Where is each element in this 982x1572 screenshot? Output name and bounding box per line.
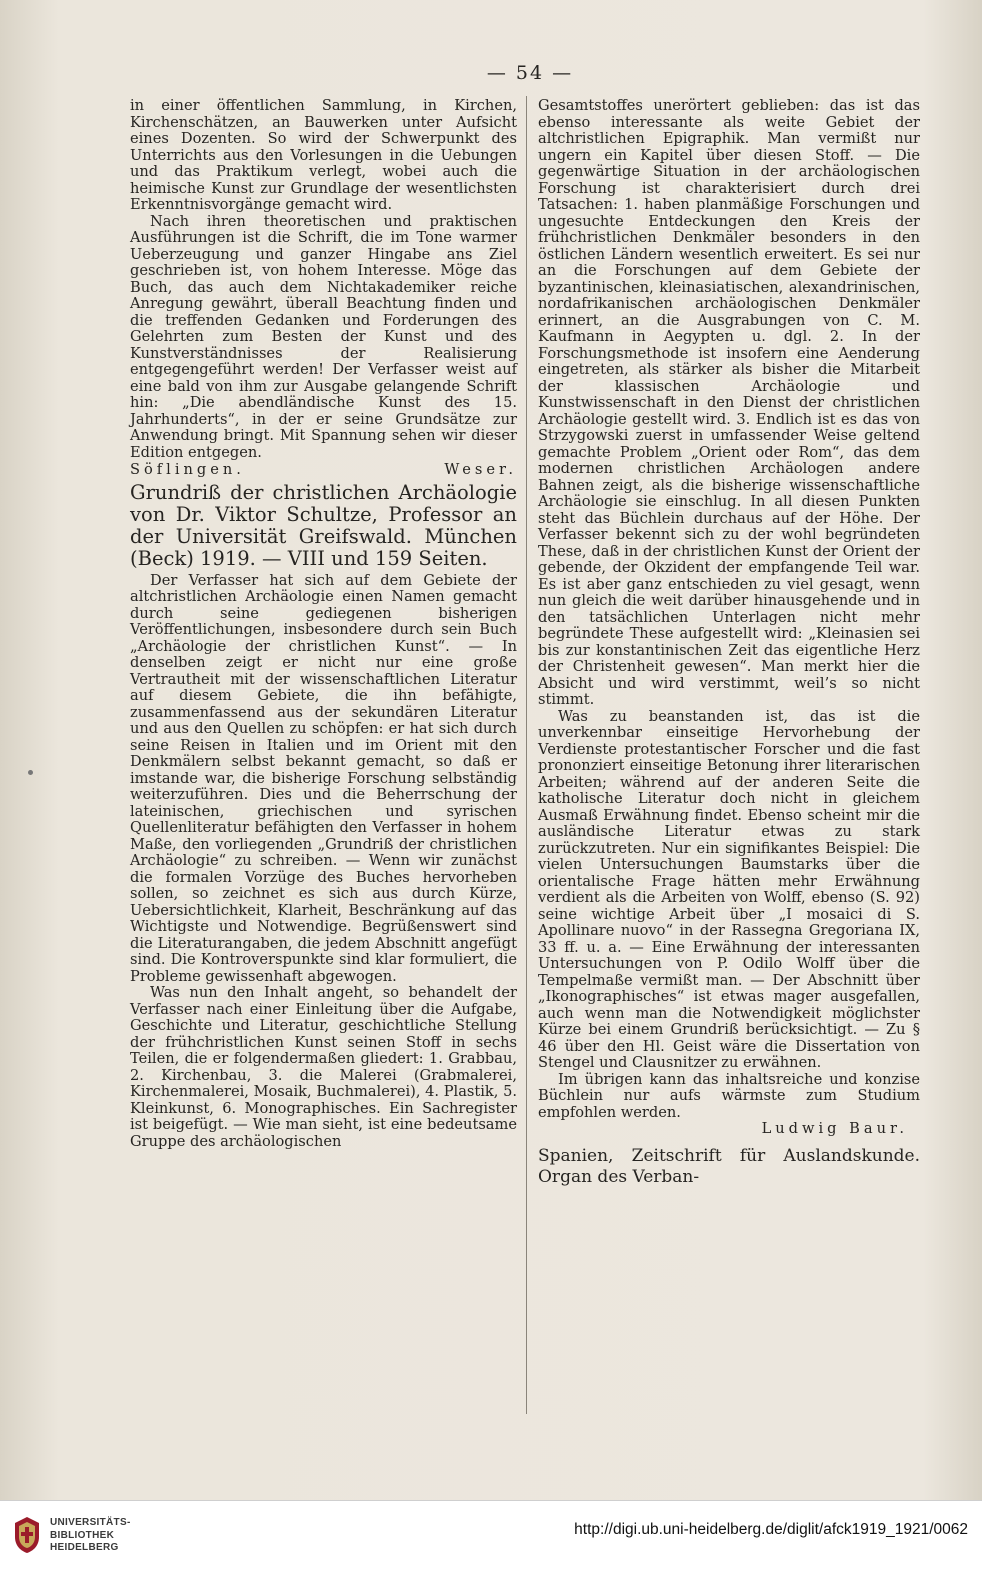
source-url[interactable]: http://digi.ub.uni-heidelberg.de/diglit/afck1919_1921/0062 <box>574 1521 968 1538</box>
signature-name: Weser. <box>444 461 517 478</box>
left-paragraph-3: Der Verfasser hat sich auf dem Gebiete der altchristlichen Archäologie einen Namen gemacht durch seine gediegenen bisherigen Veröffentlichungen, insbesondere durch sein Buch „Archäologie der christlichen Kunst“. — In denselben zeigt er nicht nur eine große Vertrautheit mit der wissenschaftlichen Literatur auf diesem Gebiete, die ihn befähigte, zusammenfassend aus der sekundären Literatur und aus den Quellen zu schöpfen: er hat sich durch seine Reisen in Italien und im Orient mit den Denkmälern selbst bekannt gemacht, so daß er imstande war, die bisherige Forschung selbständig weiterzuführen. Dies und die Beherrschung der lateinischen, griechischen und syrischen Quellenliteratur befähigten den Verfasser in hohem Maße, den vorliegenden „Grundriß der christlichen Archäologie“ zu schreiben. — Wenn wir zunächst die formalen Vorzüge des Buches hervorheben sollen, so zeichnet es sich aus durch Kürze, Uebersichtlichkeit, Klarheit, Beschränkung auf das Wichtigste und Notwendige. Begrüßenswert sind die Literaturangaben, die jedem Abschnitt angefügt sind. Die Kontroverspunkte sind klar formuliert, die Probleme gewissenhaft abgewogen. <box>130 571 517 985</box>
review-heading-grundriss: Grundriß der christlichen Archäologie von Dr. Viktor Schultze, Professor an der Universität Greifswald. München (Beck) 1919. — VIII und 159 Seiten. <box>130 480 517 570</box>
review-signature-baur: Ludwig Baur. <box>761 1120 908 1137</box>
left-paragraph-1: in einer öffentlichen Sammlung, in Kirchen, Kirchenschätzen, an Bauwerken unter Aufsicht eines Dozenten. So wird der Schwerpunkt des Unterrichts aus den Vorlesungen in die Uebungen und das Praktikum verlegt, wobei auch die heimische Kunst zur Grundlage der wesentlichsten Erkenntnisvorgänge gemacht wird. <box>130 97 517 213</box>
column-divider <box>526 96 527 1414</box>
right-paragraph-3: Im übrigen kann das inhaltsreiche und konzise Büchlein nur aufs wärmste zum Studium empfohlen werden. <box>538 1070 920 1121</box>
library-footer <box>0 1500 982 1572</box>
review-signature-weser <box>130 462 517 479</box>
signature-place: Söflingen. <box>130 461 245 478</box>
right-paragraph-2: Was zu beanstanden ist, das ist die unverkennbar einseitige Hervorhebung der Verdienste protestantischer Forscher und die fast prononziert einseitige Betonung ihrer literarischen Arbeiten; während auf der anderen Seite die katholische Literatur doch nicht in gleichem Ausmaß Erwähnung findet. Ebenso scheint mir die ausländische Literatur etwas zu stark zurückzutreten. Nur ein signifikantes Beispiel: Die vielen Untersuchungen Baumstarks über die orientalische Frage hätten mehr Erwähnung verdient als die Arbeiten von Wolff, ebenso (S. 92) seine wichtige Arbeit über „I mosaici di S. Apollinare nuovo“ in der Rassegna Gregoriana IX, 33 ff. u. a. — Eine Erwähnung der interessanten Untersuchungen von P. Odilo Wolff über die Tempelmaße vermißt man. — Der Abschnitt über „Ikonographisches“ ist etwas mager ausgefallen, auch wenn man die Notwendigkeit möglichster Kürze bei einem Grundriß berücksichtigt. — Zu § 46 über den Hl. Geist wäre die Dissertation von Stengel und Clausnitzer zu erwähnen. <box>538 707 920 1071</box>
review-heading-spanien: Spanien, Zeitschrift für Auslandskunde. Organ des Verban- <box>538 1145 920 1187</box>
library-logo-text: UNIVERSITÄTS- BIBLIOTHEK HEIDELBERG <box>50 1517 131 1553</box>
page-number: — 54 — <box>486 62 574 84</box>
left-paragraph-2: Nach ihren theoretischen und praktischen Ausführungen ist die Schrift, die im Tone warmer Ueberzeugung und ganzer Hingabe ans Ziel geschrieben ist, von hohem Interesse. Möge das Buch, das auch dem Nichtakademiker reiche Anregung gewährt, überall Beachtung finden und die treffenden Gedanken und Forderungen des Gelehrten zum Besten der Kunst und des Kunstverständnisses der Realisierung entgegengeführt werden! Der Verfasser weist auf eine bald von ihm zur Ausgabe gelangende Schrift hin: „Die abendländische Kunst des 15. Jahrhunderts“, in der er seine Grundsätze zur Anwendung bringt. Mit Spannung sehen wir dieser Edition entgegen. <box>130 212 517 461</box>
scan-speck <box>28 770 33 775</box>
left-column <box>130 98 517 1150</box>
left-paragraph-4: Was nun den Inhalt angeht, so behandelt der Verfasser nach einer Einleitung über die Aufgabe, Geschichte und Literatur, geschichtliche Stellung der frühchristlichen Kunst seinen Stoff in sechs Teilen, die er folgendermaßen gliedert: 1. Grabbau, 2. Kirchenbau, 3. die Malerei (Grabmalerei, Kirchenmalerei, Mosaik, Buchmalerei), 4. Plastik, 5. Kleinkunst, 6. Monographisches. Ein Sachregister ist beigefügt. — Wie man sieht, ist eine bedeutsame Gruppe des archäologischen <box>130 984 517 1150</box>
right-column <box>538 98 920 1188</box>
university-seal-icon <box>12 1515 42 1555</box>
right-paragraph-1: Gesamtstoffes unerörtert geblieben: das ist das ebenso interessante als weite Gebiet der altchristlichen Epigraphik. Man vermißt nur ungern ein Kapitel über diesen Stoff. — Die gegenwärtige Situation in der archäologischen Forschung ist charakterisiert durch drei Tatsachen: 1. haben planmäßige Forschungen und ungesuchte Entdeckungen den Kreis der frühchristlichen Denkmäler besonders in den östlichen Ländern wesentlich erweitert. Es sei nur an die Forschungen auf dem Gebiete der byzantinischen, kleinasiatischen, alexandrinischen, nordafrikanischen archäologischen Denkmäler erinnert, an die Ausgrabungen von C. M. Kaufmann in Aegypten u. dgl. 2. In der Forschungsmethode ist insofern eine Aenderung eingetreten, als stärker als bisher die Mitarbeit der klassischen Archäologie und Kunstwissenschaft in den Dienst der christlichen Archäologie gestellt wird. 3. Endlich ist es das von Strzygowski zuerst in umfassender Weise geltend gemachte Problem „Orient oder Rom“, das dem modernen christlichen Archäologen andere Bahnen zeigt, als die bisherige wissenschaftliche Archäologie sie einschlug. In all diesen Punkten steht das Büchlein durchaus auf der Höhe. Der Verfasser bekennt sich zu der wohl begründeten These, daß in der christlichen Kunst der Orient der gebende, der Okzident der empfangende Teil war. Es ist aber ganz entschieden zu viel gesagt, wenn nun gleich die weit darüber hinausgehende und in den tatsächlichen Unterlagen nicht mehr begründete These aufgestellt wird: „Kleinasien sei bis zur konstantinischen Zeit das eigentliche Herz der Christenheit gewesen“. Man merkt hier die Absicht und wird verstimmt, weil’s so nicht stimmt. <box>538 97 920 708</box>
